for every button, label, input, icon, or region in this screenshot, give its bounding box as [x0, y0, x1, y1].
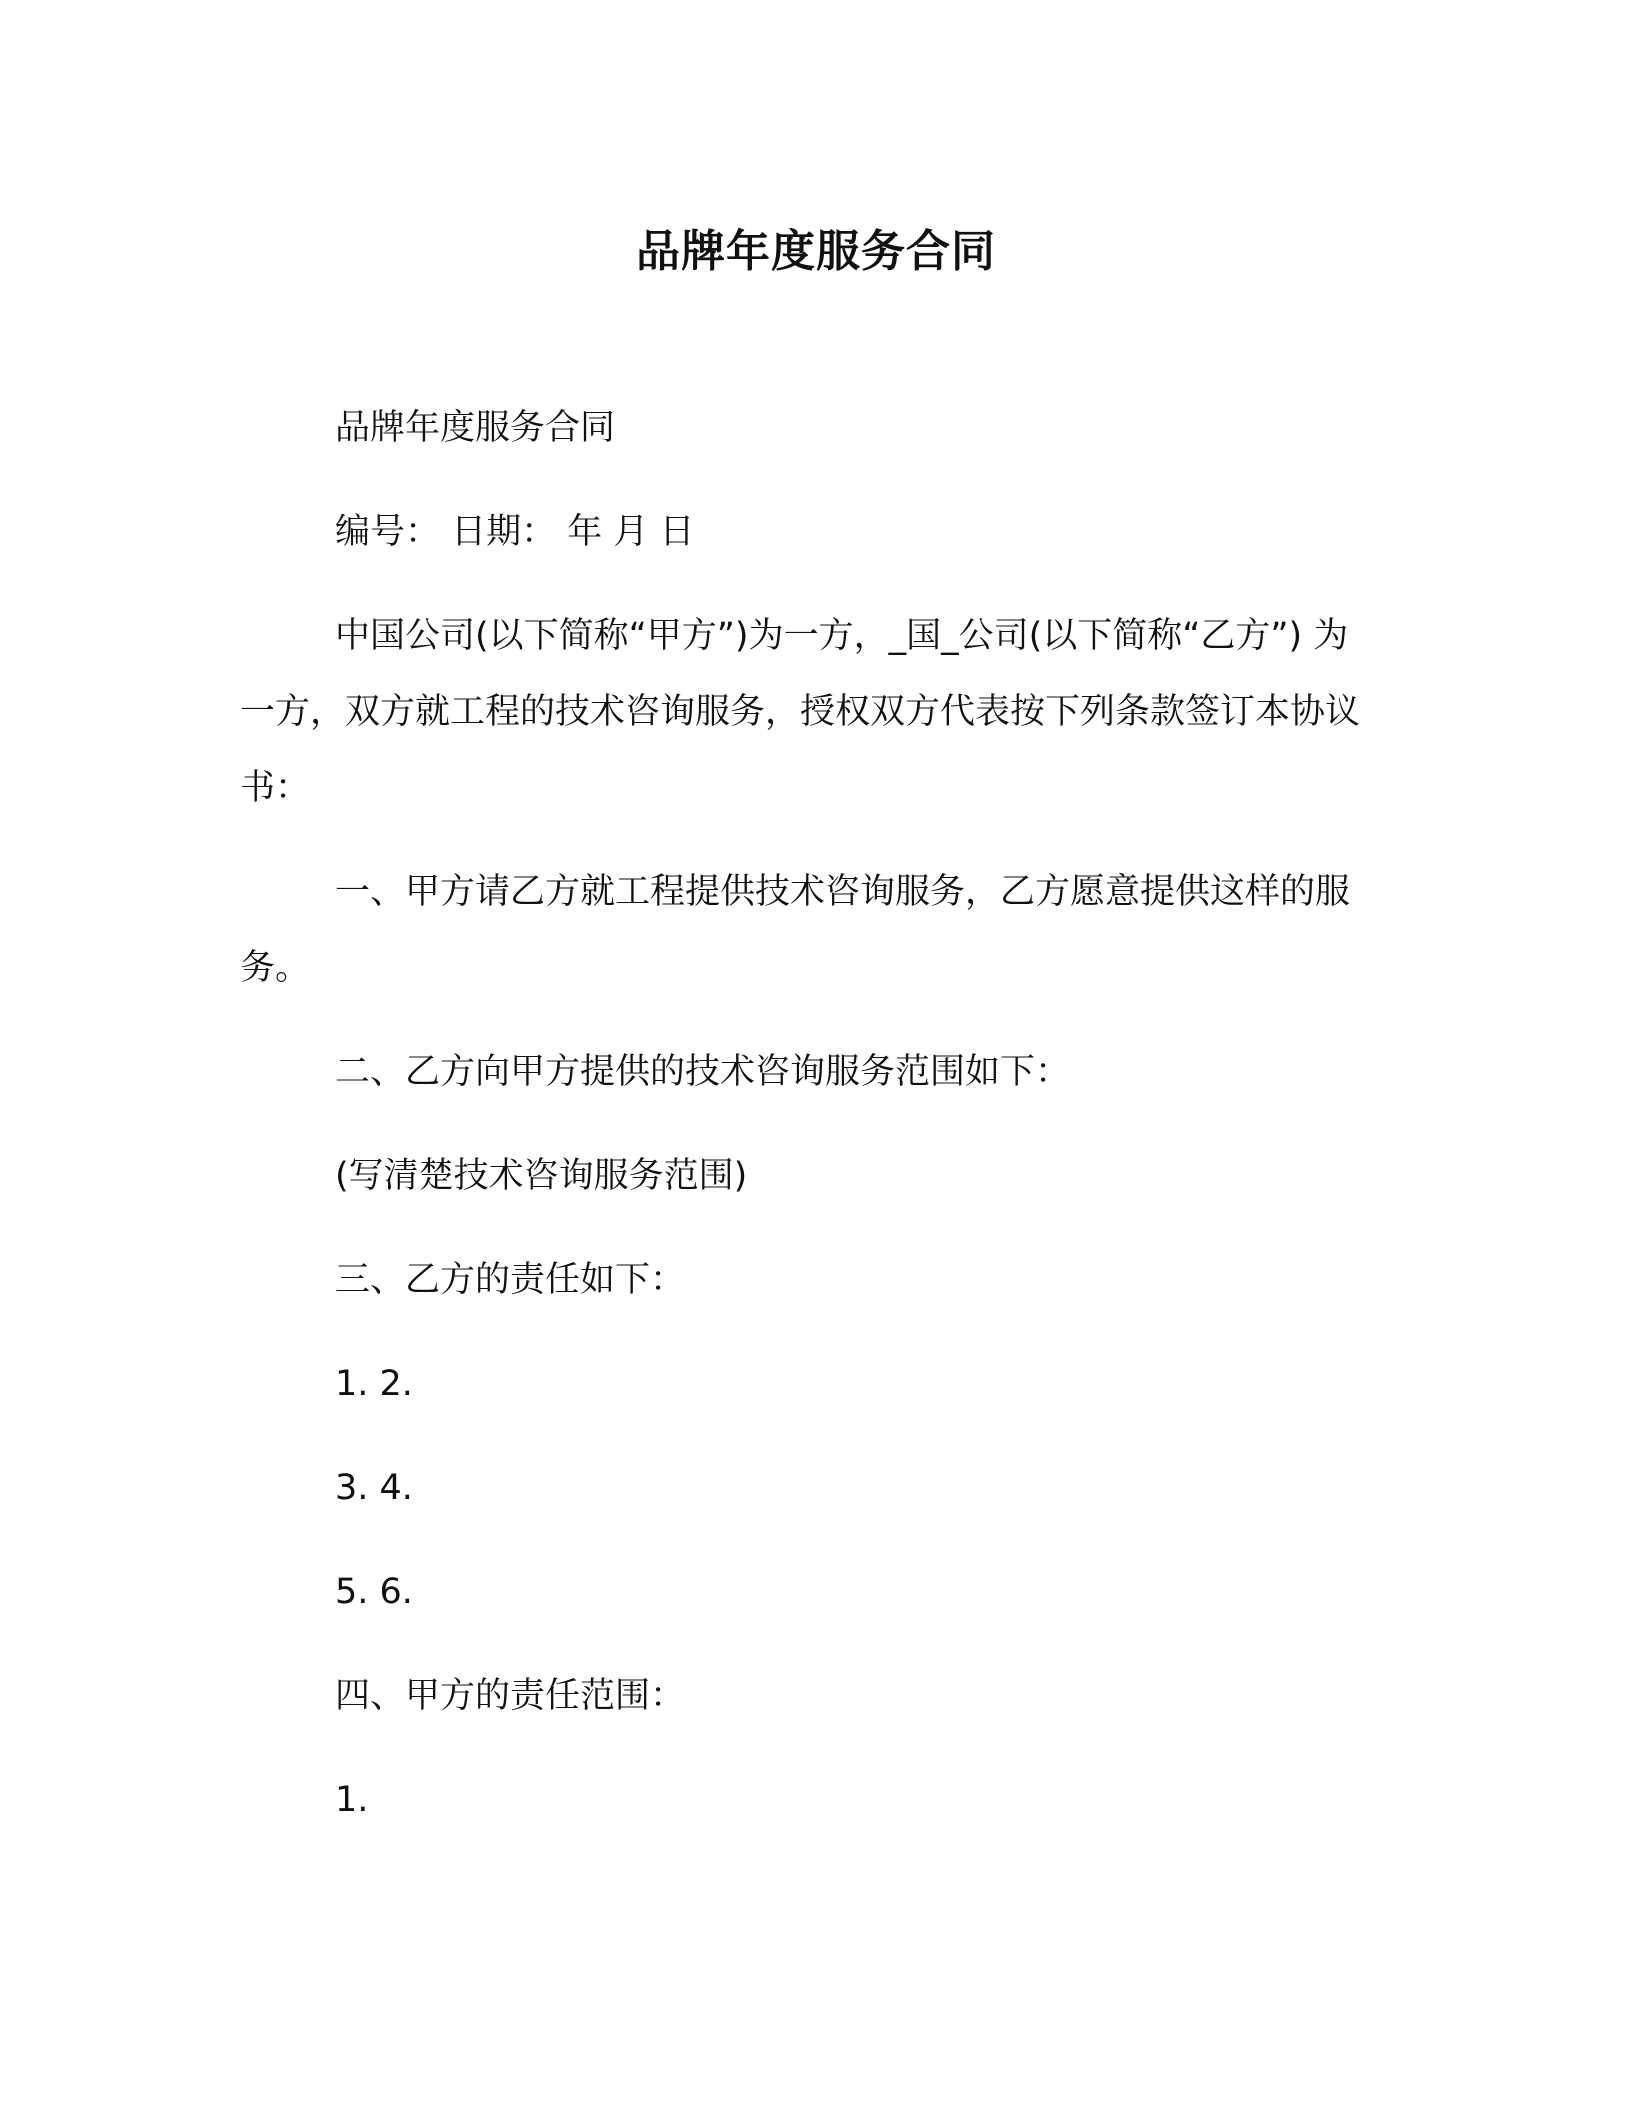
- document-body: [240, 390, 1380, 1866]
- clause-3: 三、乙方的责任如下：: [335, 1260, 686, 1300]
- number-date-line: 编号： 日期： 年 月 日: [335, 512, 695, 552]
- clause-2: 二、乙方向甲方提供的技术咨询服务范围如下：: [335, 1052, 1071, 1092]
- clause-1: 一、甲方请乙方就工程提供技术咨询服务，乙方愿意提供这样的服务。: [240, 872, 1351, 988]
- list-item: 1.: [335, 1780, 369, 1820]
- parties-paragraph: 中国公司(以下简称“甲方”)为一方，_国_公司(以下简称“乙方”) 为一方，双方就工程的技术咨询服务，授权双方代表按下列条款签订本协议书：: [240, 616, 1361, 808]
- list-item: 5. 6.: [335, 1572, 413, 1612]
- list-item: 3. 4.: [335, 1468, 413, 1508]
- list-item: 1. 2.: [335, 1364, 413, 1404]
- document-title: 品牌年度服务合同: [636, 226, 996, 277]
- subtitle-paragraph: 品牌年度服务合同: [335, 408, 616, 448]
- service-scope-placeholder: (写清楚技术咨询服务范围): [335, 1156, 748, 1196]
- clause-4: 四、甲方的责任范围：: [335, 1676, 686, 1716]
